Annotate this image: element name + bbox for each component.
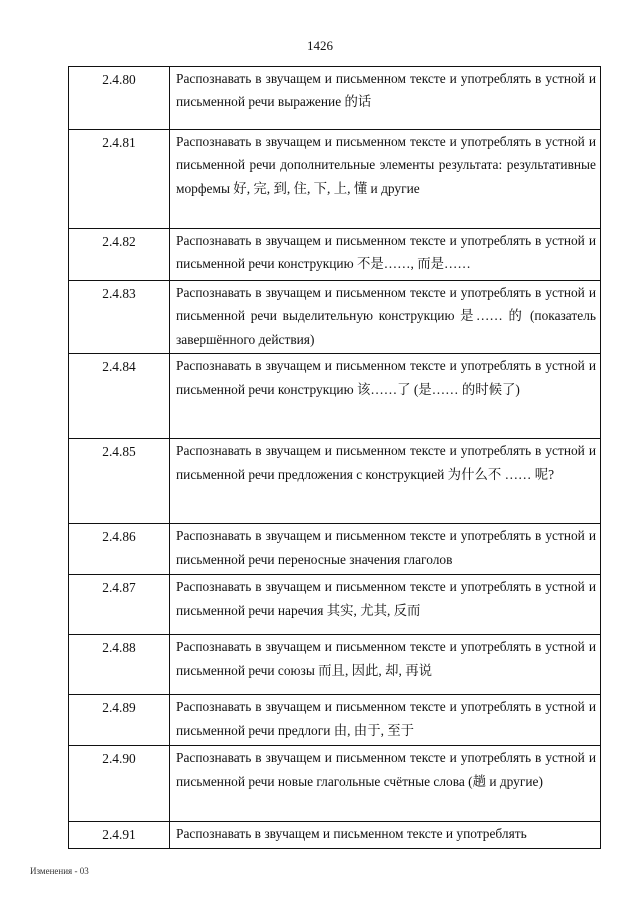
row-description: Распознавать в звучащем и письменном тексте и употреблять в устной и письменной речи предложения с конструкцией 为什么不 …… 呢? [170, 439, 601, 524]
row-description: Распознавать в звучащем и письменном тексте и употреблять в устной и письменной речи союзы 而且, 因此, 却, 再说 [170, 635, 601, 695]
row-code: 2.4.80 [69, 67, 170, 130]
row-code: 2.4.90 [69, 746, 170, 822]
table-row [69, 635, 601, 695]
table-row [69, 524, 601, 575]
row-code: 2.4.85 [69, 439, 170, 524]
row-code: 2.4.84 [69, 354, 170, 439]
table-row [69, 822, 601, 848]
table-row [69, 130, 601, 229]
row-code: 2.4.82 [69, 229, 170, 281]
page-number: 1426 [307, 38, 333, 53]
table-row [69, 746, 601, 822]
row-description: Распознавать в звучащем и письменном тексте и употреблять в устной и письменной речи наречия 其实, 尤其, 反而 [170, 575, 601, 635]
table-row [69, 575, 601, 635]
row-description: Распознавать в звучащем и письменном тексте и употреблять в устной и письменной речи выражение 的话 [170, 67, 601, 130]
row-code: 2.4.87 [69, 575, 170, 635]
row-description: Распознавать в звучащем и письменном тексте и употреблять [170, 822, 601, 848]
table-row [69, 354, 601, 439]
table-row [69, 229, 601, 281]
table-row [69, 695, 601, 746]
row-description: Распознавать в звучащем и письменном тексте и употреблять в устной и письменной речи конструкцию 不是……, 而是…… [170, 229, 601, 281]
table-row [69, 67, 601, 130]
row-description: Распознавать в звучащем и письменном тексте и употреблять в устной и письменной речи предлоги 由, 由于, 至于 [170, 695, 601, 746]
footer-note: Изменения - 03 [30, 866, 89, 876]
row-description: Распознавать в звучащем и письменном тексте и употреблять в устной и письменной речи дополнительные элементы результата: результативные морфемы 好, 完, 到, 住, 下, 上, 懂 и другие [170, 130, 601, 229]
table-row [69, 281, 601, 354]
row-description: Распознавать в звучащем и письменном тексте и употреблять в устной и письменной речи конструкцию 该……了 (是…… 的时候了) [170, 354, 601, 439]
row-code: 2.4.91 [69, 822, 170, 848]
row-description: Распознавать в звучащем и письменном тексте и употреблять в устной и письменной речи новые глагольные счётные слова (趟 и другие) [170, 746, 601, 822]
row-description: Распознавать в звучащем и письменном тексте и употреблять в устной и письменной речи переносные значения глаголов [170, 524, 601, 575]
row-code: 2.4.88 [69, 635, 170, 695]
row-code: 2.4.89 [69, 695, 170, 746]
row-code: 2.4.81 [69, 130, 170, 229]
table-row [69, 439, 601, 524]
row-code: 2.4.83 [69, 281, 170, 354]
requirements-table [68, 66, 601, 849]
row-description: Распознавать в звучащем и письменном тексте и употреблять в устной и письменной речи выделительную конструкцию 是…… 的 (показатель завершённого действия) [170, 281, 601, 354]
row-code: 2.4.86 [69, 524, 170, 575]
